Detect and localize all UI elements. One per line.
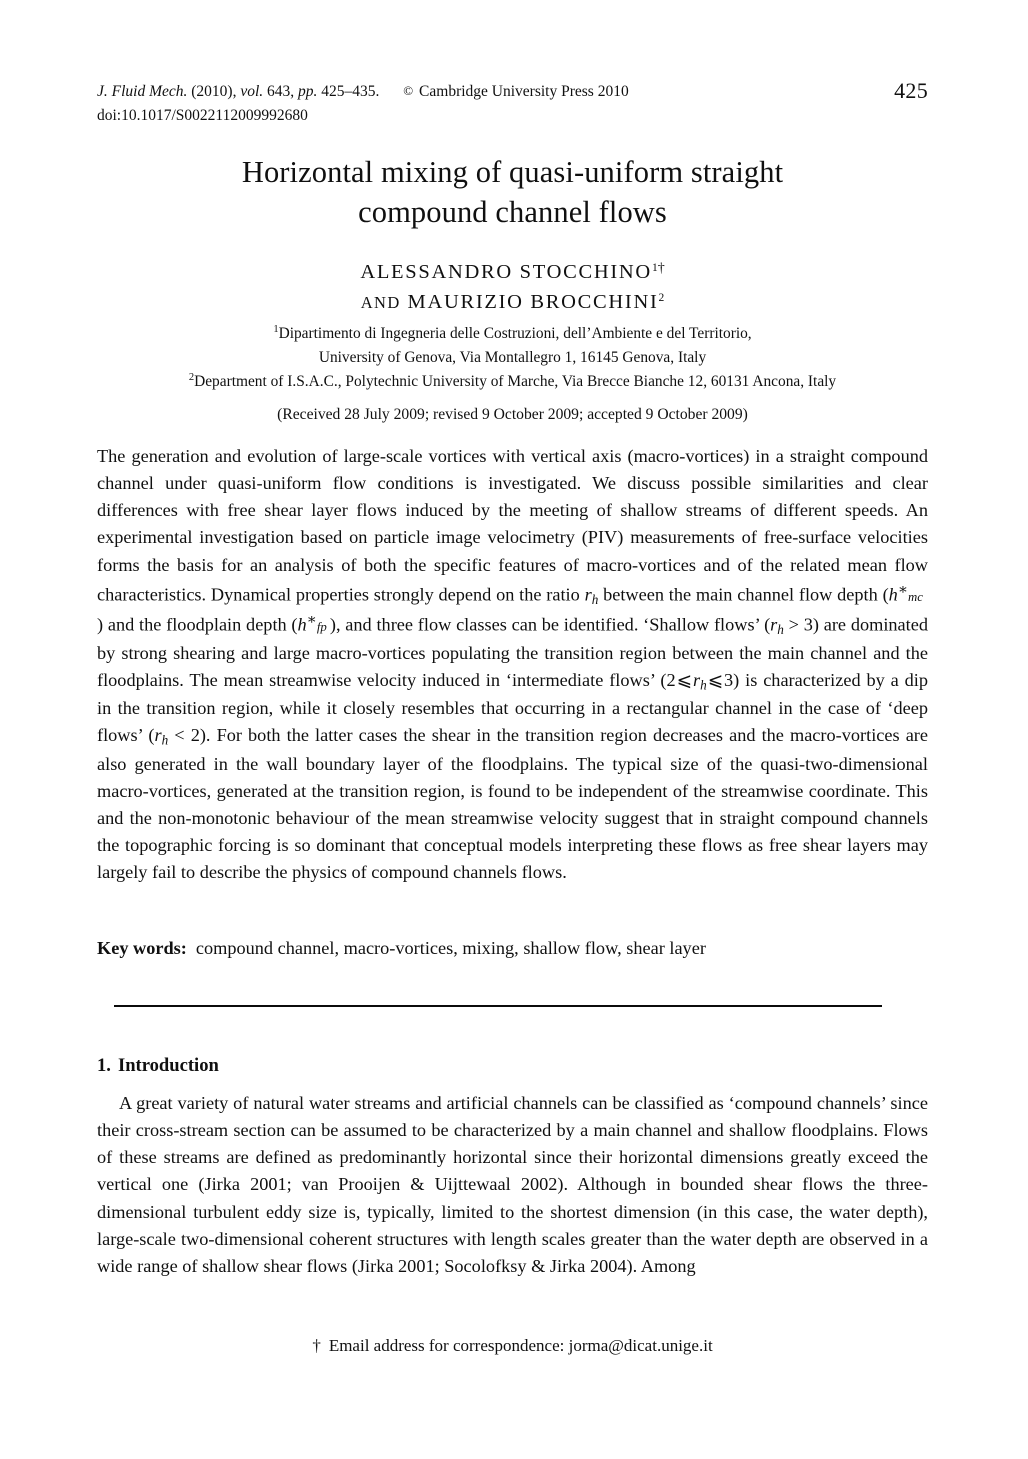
journal-year: (2010), <box>191 83 237 100</box>
abstract-seg-4: ), and three flow classes can be identified. ‘Shallow flows’ ( <box>329 614 771 635</box>
running-head-line1 <box>97 80 928 104</box>
page-title <box>97 152 928 233</box>
author-line-2 <box>97 287 928 317</box>
volume-number: 643, <box>267 83 295 100</box>
affiliation-block <box>97 322 928 395</box>
var-r-3: r <box>692 670 701 690</box>
var-r-2: r <box>770 614 778 635</box>
running-head <box>97 80 928 128</box>
affiliation-1-text-1: Dipartimento di Ingegneria delle Costruzioni, dell’Ambiente e del Territorio, <box>278 325 752 342</box>
author-block <box>97 257 928 318</box>
title-line-2: compound channel flows <box>358 195 667 230</box>
author-line-1 <box>97 257 928 287</box>
var-h-mc-star: ∗ <box>897 581 909 598</box>
var-r-2-sub-h: h <box>777 622 784 638</box>
footnote-text: Email address for correspondence: jorma@dicat.unige.it <box>328 1336 713 1355</box>
var-r-sub-h: h <box>591 591 599 607</box>
affiliation-2-text-1: Department of I.S.A.C., Polytechnic University of Marche, Via Brecce Bianche 12, 60131 Ancona, Italy <box>194 373 837 391</box>
volume-label: vol. <box>240 83 264 100</box>
var-r-4-sub-h: h <box>161 733 169 749</box>
author-name-2: MAURIZIO BROCCHINI <box>407 291 659 314</box>
pages-label: pp. <box>298 83 318 100</box>
horizontal-rule <box>114 1005 882 1007</box>
abstract-seg-2: between the main channel flow depth ( <box>598 584 889 605</box>
abstract-seg-7: < 2). For both the latter cases the shear in the transition region decreases and the macro-vortices are also generated in the wall boundary layer of the floodplains. The typical size of the quasi-two-dimensional macro-vortices, generated at the transition region, is found to be independent of the streamwise coordinate. This and the non-monotonic behaviour of the mean streamwise velocity suggest that in straight compound channels the topographic forcing is so dominant that conceptual models interpreting these flows as free shear layers may largely fail to describe the physics of compound channels flows. <box>97 725 929 883</box>
section-heading-introduction <box>97 1055 219 1077</box>
keywords-label: Key words: <box>97 938 187 958</box>
footnote-dagger-icon: † <box>312 1336 321 1355</box>
affiliation-1-line-2: University of Genova, Via Montallegro 1, 16145 Genova, Italy <box>318 349 707 367</box>
publisher-name: Cambridge University Press 2010 <box>419 83 629 100</box>
abstract-seg-6: 3) is characterized by a dip in the transition region, while it closely resembles that occurring in a rectangular channel in the case of ‘deep flows’ ( <box>97 670 928 746</box>
abstract-seg-3: ) and the floodplain depth ( <box>97 614 298 635</box>
doi-line: doi:10.1017/S0022112009992680 <box>97 107 308 125</box>
abstract-seg-5: > 3) are dominated by strong shearing and large macro-vortices populating the transition region between the main channel and the floodplains. The mean streamwise velocity induced in ‘intermediate flows’ (2 <box>97 614 928 690</box>
keywords-list: compound channel, macro-vortices, mixing, shallow flow, shear layer <box>195 938 706 958</box>
var-h-fp-star: ∗ <box>306 612 317 629</box>
var-r: r <box>584 584 592 605</box>
author-name-1: ALESSANDRO STOCCHINO <box>360 261 652 283</box>
section-number: 1. <box>97 1055 111 1076</box>
less-equal-1: ⩽ <box>676 670 692 690</box>
affiliation-1-marker: 1 <box>273 324 279 335</box>
abstract-paragraph: The generation and evolution of large-scale vortices with vertical axis (macro-vortices) in a straight compound channel under quasi-uniform flow conditions is investigated. We discuss possible similarities and clear differences with free shear layer flows induced by the meeting of shallow streams of different speeds. An experimental investigation based on particle image velocimetry (PIV) measurements of free-surface velocities forms the basis for an analysis of both the specific features of macro-vortices and of the related mean flow characteristics. Dynamical properties strongly depend on the ratio $r_h$ between the main channel flow depth (h∗ mc ) and the floodplain depth (h∗ fp ), and three flow classes can be identified. ‘Shallow flows’ $(r_h > 3)$ are dominated by strong shearing and large macro-vortices populating the transition region between the main channel and the floodplains. The mean streamwise velocity induced in ‘intermediate flows’ $(2⩽r_h⩽3)$ is characterized by a dip in the transition region, while it closely resembles that occurring in a rectangular channel in the case of ‘deep flows’ $(r_h < 2)$. For both the latter cases the shear in the transition region decreases and the macro-vortices are also generated in the wall boundary layer of the floodplains. The typical size of the quasi-two-dimensional macro-vortices, generated at the transition region, is found to be independent of the streamwise coordinate. This and the non-monotonic behaviour of the mean streamwise velocity suggest that in straight compound channels the topographic forcing is so dominant that conceptual models interpreting these flows as free shear layers may largely fail to describe the physics of compound channels flows. <box>97 446 929 883</box>
title-line-1: Horizontal mixing of quasi-uniform straight <box>241 155 784 189</box>
copyright-icon: © <box>403 83 414 98</box>
abstract <box>97 443 928 886</box>
author-1-affil-marker: 1 <box>651 262 658 274</box>
author-2-affil-marker: 2 <box>658 292 665 305</box>
var-h-fp: h <box>297 614 307 635</box>
affiliation-2-line-1 <box>97 370 928 394</box>
var-r-4: r <box>154 725 162 746</box>
affiliation-2-marker: 2 <box>188 372 195 384</box>
var-r-3-sub-h: h <box>700 677 707 693</box>
paper-page <box>97 0 928 1459</box>
page-range: 425–435. <box>321 83 380 100</box>
var-h-mc: h <box>888 584 898 605</box>
abstract-seg-1: The generation and evolution of large-scale vortices with vertical axis (macro-vortices) in a straight compound channel under quasi-uniform flow conditions is investigated. We discuss possible similarities and clear differences with free shear layer flows induced by the meeting of shallow streams of different speeds. An experimental investigation based on particle image velocimetry (PIV) measurements of free-surface velocities forms the basis for an analysis of both the specific features of macro-vortices and of the related mean flow characteristics. Dynamical properties strongly depend on the ratio <box>97 446 928 605</box>
author-conjunction: AND <box>360 293 401 313</box>
introduction-body <box>97 1090 928 1280</box>
affiliation-1-line-1 <box>97 322 928 346</box>
author-1-dagger-marker: † <box>657 261 665 276</box>
journal-name: J. Fluid Mech. <box>97 83 188 100</box>
section-title: Introduction <box>117 1055 219 1076</box>
less-equal-2: ⩽ <box>707 670 724 690</box>
received-dates: (Received 28 July 2009; revised 9 October 2009; accepted 9 October 2009) <box>277 406 748 423</box>
keywords-line <box>97 935 928 962</box>
footnote <box>97 1336 928 1356</box>
introduction-paragraph-1: A great variety of natural water streams and artificial channels can be classified as ‘compound channels’ since their cross-stream section can be assumed to be characterized by a main channel and shallow floodplains. Flows of these streams are defined as predominantly horizontal since their horizontal dimensions greatly exceed the vertical one (Jirka 2001; van Prooijen & Uijttewaal 2002). Although in bounded shear flows the three-dimensional turbulent eddy size is, typically, limited to the shortest dimension (in this case, the water depth), large-scale two-dimensional coherent structures with length scales greater than the water depth are observed in a wide range of shallow shear flows (Jirka 2001; Socolofksy & Jirka 2004). Among <box>97 1093 928 1276</box>
page-folio-number: 425 <box>894 78 928 103</box>
